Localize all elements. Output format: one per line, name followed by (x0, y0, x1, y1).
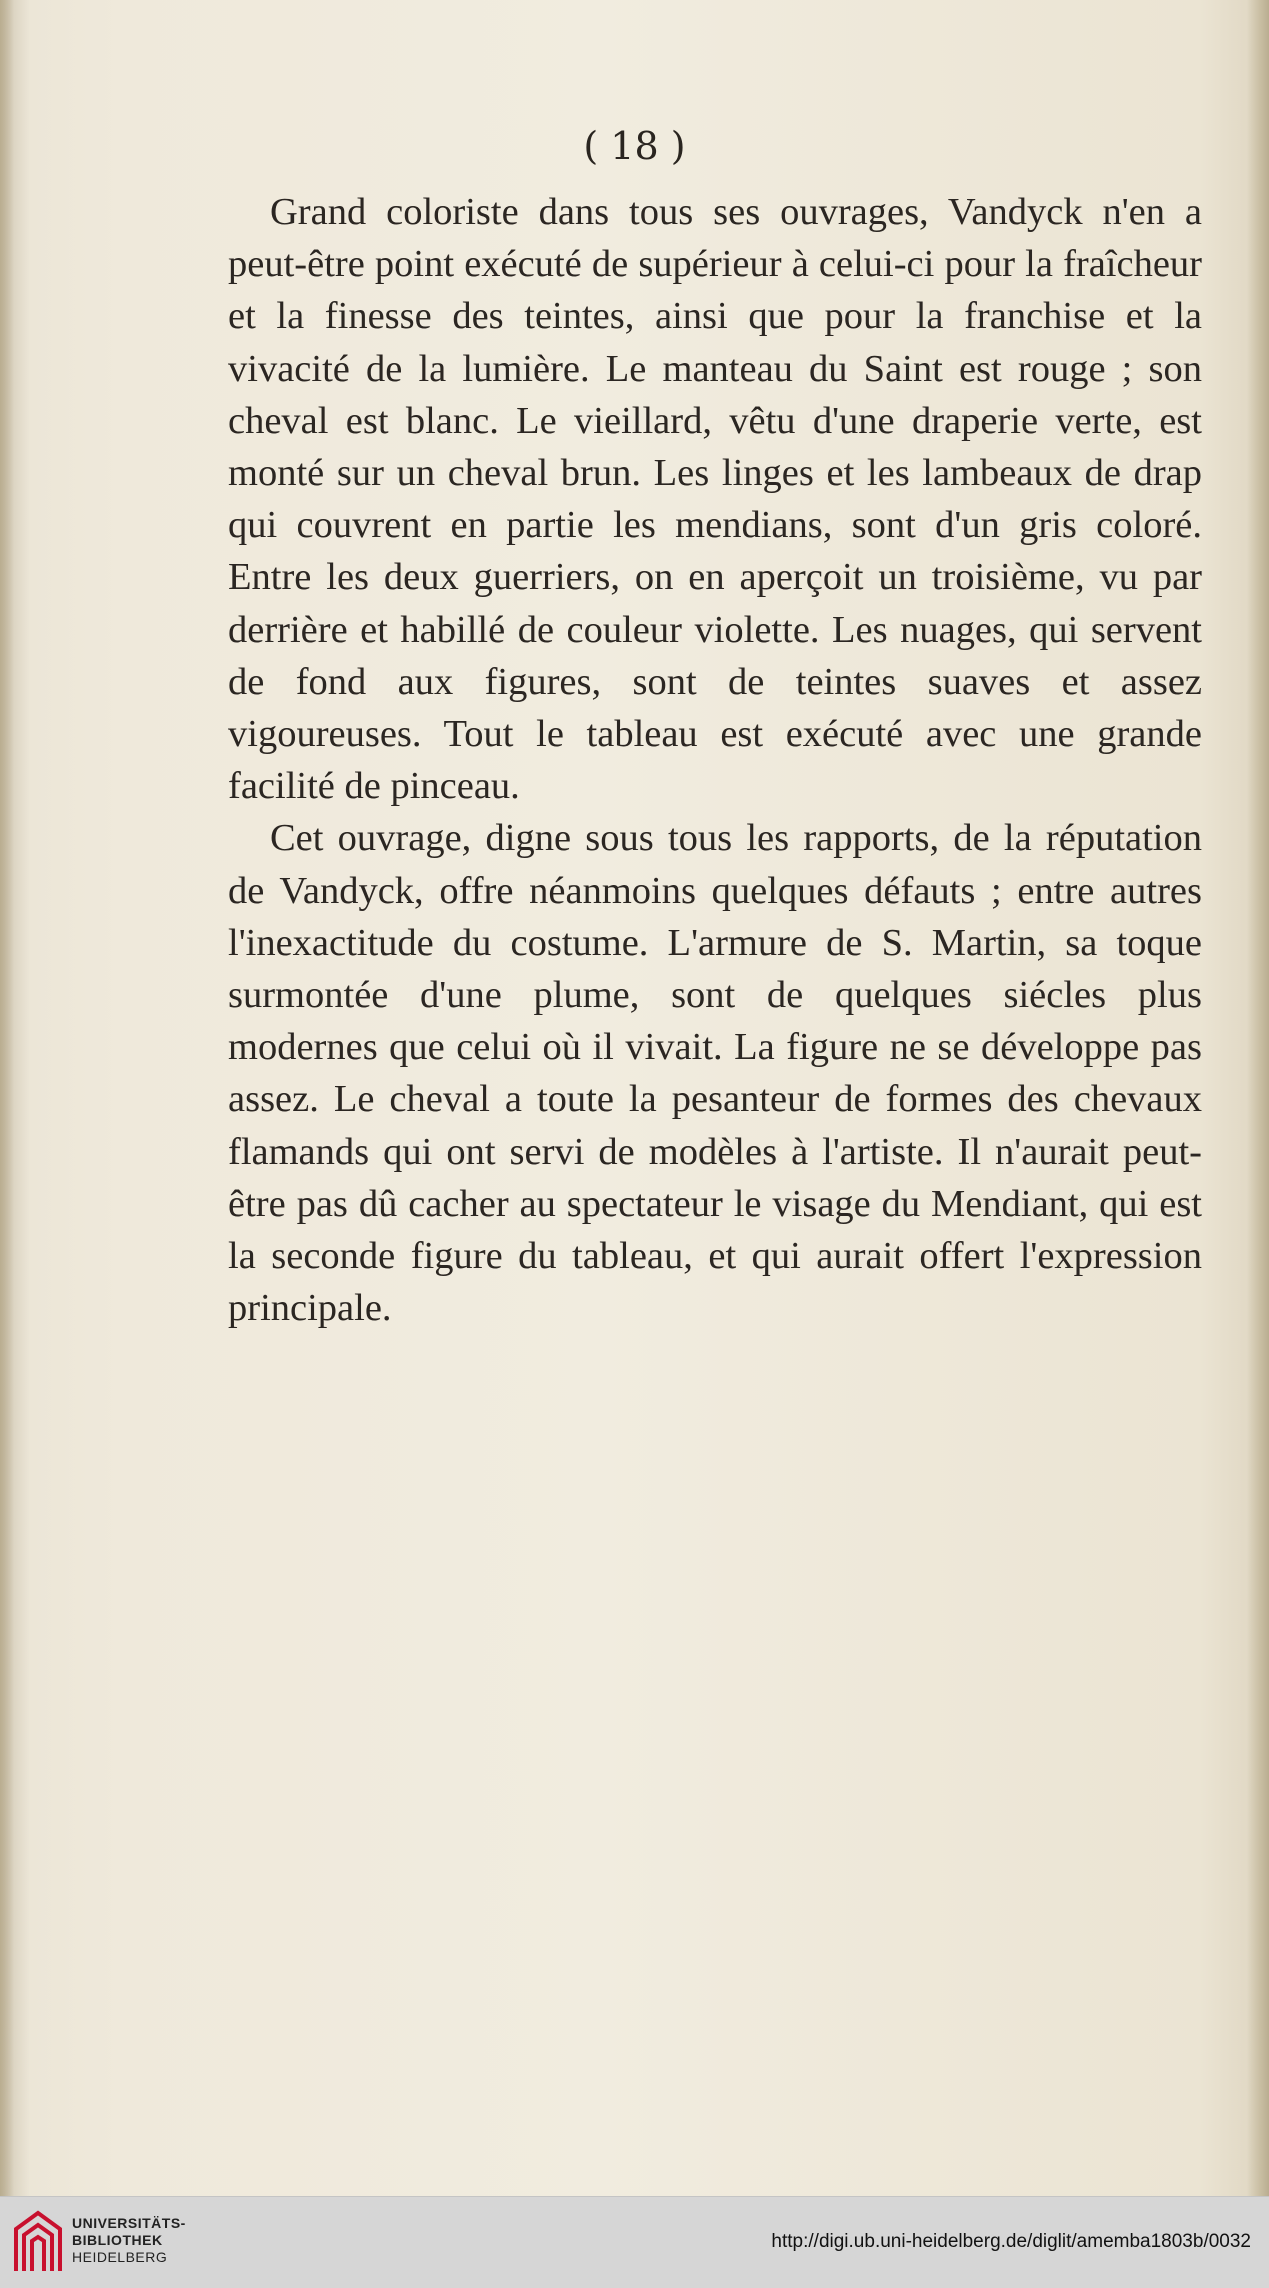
page-number: ( 18 ) (583, 124, 686, 168)
viewer-footer (0, 2196, 1269, 2288)
library-name-line-2: BIBLIOTHEK (72, 2232, 163, 2248)
permalink-url[interactable]: http://digi.ub.uni-heidelberg.de/diglit/amemba1803b/0032 (771, 2231, 1251, 2252)
paragraph-1: Grand coloriste dans tous ses ouvrages, Vandyck n'en a peut-être point exécuté de supérieur à celui-ci pour la fraîcheur et la finesse des teintes, ainsi que pour la franchise et la vivacité de la lumière. Le manteau du Saint est rouge ; son cheval est blanc. Le vieillard, vêtu d'une draperie verte, est monté sur un cheval brun. Les linges et les lambeaux de drap qui couvrent en partie les mendians, sont d'un gris coloré. Entre les deux guerriers, on en aperçoit un troisième, vu par derrière et habillé de couleur violette. Les nuages, qui servent de fond aux figures, sont de teintes suaves et assez vigoureuses. Tout le tableau est exécuté avec une grande facilité de pinceau. (228, 191, 1202, 808)
library-name-line-3: HEIDELBERG (72, 2249, 168, 2265)
page-right-edge (1247, 0, 1269, 2196)
body-text (228, 186, 1202, 1334)
library-name (72, 2215, 186, 2266)
page-left-shadow (0, 0, 14, 2196)
paragraph-2: Cet ouvrage, digne sous tous les rapports, de la réputation de Vandyck, offre néanmoins quelques défauts ; entre autres l'inexactitude du costume. L'armure de S. Martin, sa toque surmontée d'une plume, sont de quelques siécles plus modernes que celui où il vivait. La figure ne se développe pas assez. Le cheval a toute la pesanteur de formes des chevaux flamands qui ont servi de modèles à l'artiste. Il n'aurait peut-être pas dû cacher au spectateur le visage du Mendiant, qui est la seconde figure du tableau, et qui aurait offert l'expression principale. (228, 817, 1202, 1330)
library-name-line-1: UNIVERSITÄTS- (72, 2215, 186, 2231)
university-library-logo-icon (12, 2209, 64, 2275)
